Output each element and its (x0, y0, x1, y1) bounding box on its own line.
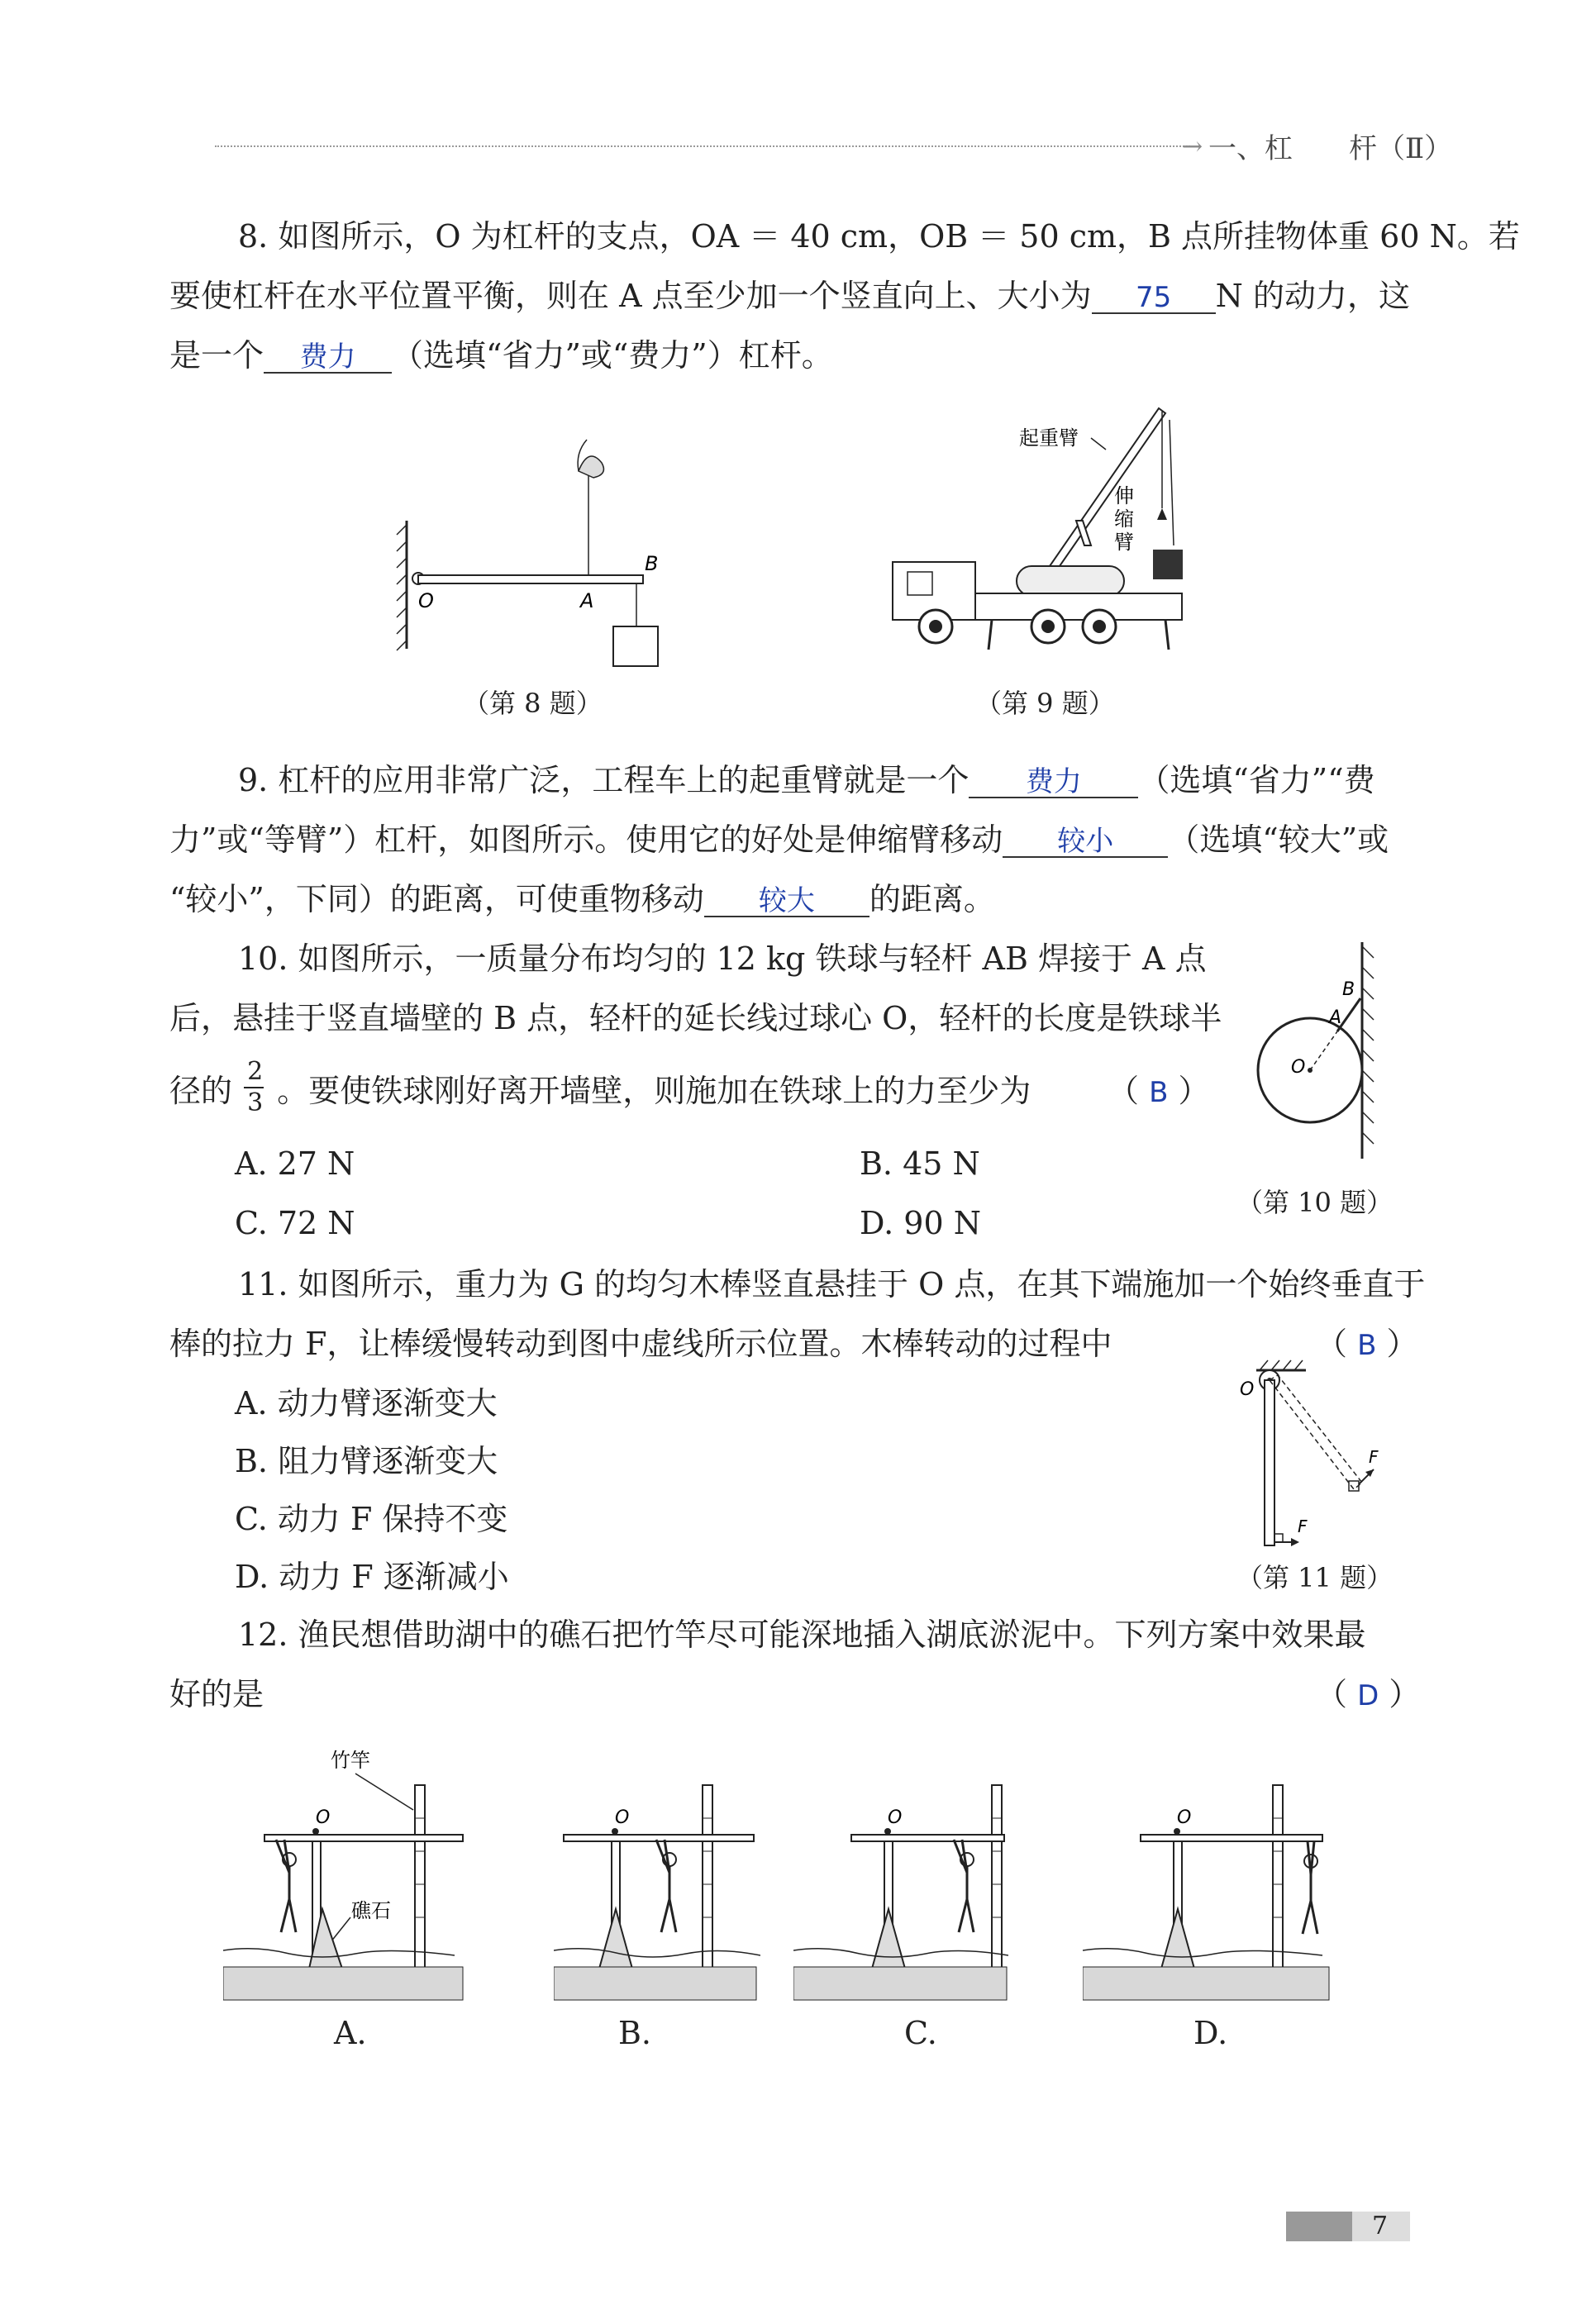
q10-option-d: D. 90 N (860, 1205, 981, 1241)
q9-blank2 (1003, 820, 1168, 858)
q10-frac-den: 3 (247, 1088, 264, 1117)
q11-fig-label-F1: F (1369, 1447, 1379, 1467)
q12-fig-label-rock: 礁石 (351, 1899, 391, 1922)
q10-frac-num: 2 (247, 1056, 264, 1086)
q9-caption: （第 9 题） (975, 688, 1115, 719)
q11-fig-label-O: O (1240, 1379, 1255, 1400)
q11-caption: （第 11 题） (1236, 1562, 1394, 1593)
q9-answer2: 较小 (1057, 825, 1114, 858)
q12-fig-label-O-d: O (1177, 1807, 1192, 1828)
q10-fig-label-O: O (1291, 1057, 1306, 1078)
q12-line1: 12. 渔民想借助湖中的礁石把竹竿尽可能深地插入湖底淤泥中。下列方案中效果最 (238, 1617, 1366, 1653)
q12-option-a: A. (334, 2015, 367, 2051)
q10-option-c: C. 72 N (235, 1205, 355, 1241)
q12-option-d: D. (1193, 2015, 1228, 2051)
q11-figure (1207, 1355, 1397, 1554)
q10-line2: 后，悬挂于竖直墙壁的 B 点，轻杆的延长线过球心 O，轻杆的长度是铁球半 (169, 1000, 1222, 1036)
q8-figure (388, 438, 686, 686)
q8-line3a: 是一个 (169, 337, 264, 374)
q9-line1b: （选填“省力”“费 (1138, 762, 1375, 798)
q10-line3 (169, 1056, 1031, 1117)
page-number-bar (1286, 2212, 1352, 2241)
q11-line2: 棒的拉力 F，让棒缓慢转动到图中虚线所示位置。木棒转动的过程中 (169, 1326, 1112, 1362)
q12-figure-c (793, 1744, 1008, 2008)
q10-caption: （第 10 题） (1236, 1187, 1394, 1218)
q10-line3a: 径的 (169, 1073, 233, 1109)
q12-fig-label-O-a: O (316, 1807, 331, 1828)
q8-line1: 8. 如图所示，O 为杠杆的支点，OA ＝ 40 cm，OB ＝ 50 cm，B 点所挂物体重 60 N。若 (238, 218, 1520, 255)
q8-line2b: N 的动力，这 (1215, 278, 1410, 314)
q9-line3b: 的距离。 (869, 881, 995, 917)
q9-answer3: 较大 (758, 884, 815, 917)
q10-answer: B (1149, 1076, 1169, 1109)
q9-blank3 (704, 879, 869, 917)
q9-line1a: 9. 杠杆的应用非常广泛，工程车上的起重臂就是一个 (238, 762, 970, 798)
q9-line3a: “较小”，下同）的距离，可使重物移动 (169, 881, 704, 917)
q11-option-a: A. 动力臂逐渐变大 (235, 1385, 498, 1421)
q10-line1: 10. 如图所示，一质量分布均匀的 12 kg 铁球与轻杆 AB 焊接于 A 点 (238, 940, 1207, 977)
q8-line2a: 要使杠杆在水平位置平衡，则在 A 点至少加一个竖直向上、大小为 (169, 278, 1092, 314)
q9-fig-label-tele-3: 臂 (1114, 531, 1134, 554)
q12-figure-a (223, 1744, 471, 2008)
q9-blank1 (969, 760, 1138, 798)
q10-fraction (242, 1056, 267, 1117)
q9-line1 (238, 760, 1375, 800)
q8-blank2 (264, 336, 392, 374)
q9-line2 (169, 820, 1389, 860)
q11-line1: 11. 如图所示，重力为 G 的均匀木棒竖直悬挂于 O 点，在其下端施加一个始终垂直于 (238, 1266, 1426, 1302)
q12-answer-paren: （ D ） (1316, 1676, 1421, 1712)
q12-figure-d (1083, 1744, 1331, 2008)
q12-line2: 好的是 (169, 1676, 264, 1712)
q8-line3b: （选填“省力”或“费力”）杠杆。 (392, 337, 833, 374)
q8-fig-label-B: B (645, 552, 659, 575)
header-arrow-icon: → (1182, 132, 1203, 161)
q9-line3 (169, 879, 995, 919)
q10-option-a: A. 27 N (235, 1145, 355, 1182)
q8-answer2: 费力 (299, 340, 356, 374)
q9-fig-label-tele-2: 缩 (1114, 507, 1134, 531)
q9-figure (884, 405, 1215, 661)
q11-option-c: C. 动力 F 保持不变 (235, 1501, 508, 1537)
q10-fig-label-A: A (1329, 1007, 1342, 1028)
q12-fig-label-O-b: O (615, 1807, 630, 1828)
q10-figure (1240, 934, 1405, 1165)
q8-line2 (169, 276, 1410, 316)
q11-option-d: D. 动力 F 逐渐减小 (235, 1559, 509, 1595)
q8-line3 (169, 336, 833, 375)
q12-option-b: B. (618, 2015, 652, 2051)
q9-line2a: 力”或“等臂”）杠杆，如图所示。使用它的好处是伸缩臂移动 (169, 821, 1003, 858)
q12-fig-label-pole: 竹竿 (331, 1749, 370, 1772)
q9-line2b: （选填“较大”或 (1168, 821, 1389, 858)
q10-fig-label-B: B (1342, 979, 1355, 1000)
q12-answer: D (1357, 1679, 1379, 1712)
q12-figure-b (554, 1744, 760, 2008)
q8-blank1 (1092, 276, 1216, 314)
header-rule (215, 145, 1190, 147)
q12-fig-label-O-c: O (888, 1807, 903, 1828)
q8-answer1: 75 (1135, 281, 1172, 314)
q10-line3b: 。要使铁球刚好离开墙壁，则施加在铁球上的力至少为 (277, 1073, 1031, 1109)
q8-caption: （第 8 题） (463, 688, 603, 719)
q11-answer: B (1357, 1329, 1377, 1362)
q11-fig-label-F2: F (1298, 1517, 1308, 1536)
q10-option-b: B. 45 N (860, 1145, 980, 1182)
q12-option-c: C. (904, 2015, 937, 2051)
header-title: 一、杠 杆（Ⅱ） (1208, 132, 1453, 165)
q10-answer-paren: （ B ） (1108, 1073, 1210, 1109)
q11-answer-paren: （ B ） (1316, 1326, 1418, 1362)
q9-answer1: 费力 (1025, 765, 1082, 798)
page-number: 7 (1372, 2212, 1389, 2240)
q8-fig-label-O: O (418, 589, 434, 612)
q11-option-b: B. 阻力臂逐渐变大 (235, 1443, 498, 1479)
q9-fig-label-boom: 起重臂 (1019, 426, 1079, 450)
q9-fig-label-tele-1: 伸 (1114, 484, 1134, 507)
q8-fig-label-A: A (580, 589, 594, 612)
